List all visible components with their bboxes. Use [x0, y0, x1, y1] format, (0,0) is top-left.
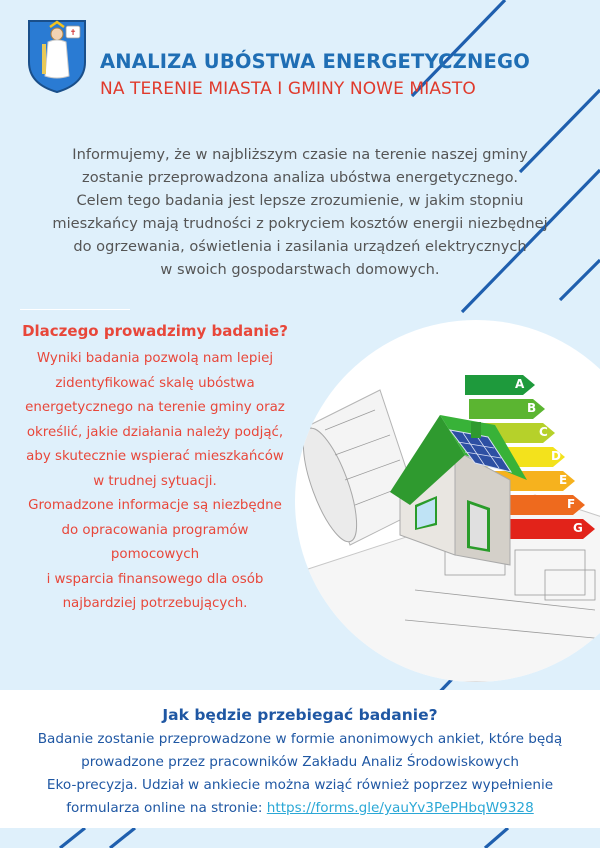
how-line: prowadzone przez pracowników Zakładu Analiz Środowiskowych [81, 754, 519, 770]
why-line: energetycznego na terenie gminy oraz [25, 400, 285, 415]
why-line: Wyniki badania pozwolą nam lepiej [36, 351, 274, 366]
how-line [8, 797, 592, 820]
rating-bar [465, 375, 535, 395]
rating-letter-g: G [573, 521, 583, 535]
rating-letter-a: A [515, 377, 525, 391]
why-line: zidentyfikować skalę ubóstwa [55, 375, 255, 391]
why-line: określić, jakie działania należy podjąć, [26, 424, 284, 440]
why-line: i wsparcia finansowego dla osób [46, 571, 264, 587]
how-line: Eko-precyzja. Udział w ankiecie można wziąć również poprzez wypełnienie [46, 777, 554, 793]
why-heading: Dlaczego prowadzimy badanie? [22, 322, 288, 340]
intro-line: w swoich gospodarstwach domowych. [160, 261, 440, 278]
intro-line: Informujemy, że w najbliższym czasie na terenie naszej gminy [72, 146, 528, 163]
svg-text:✝: ✝ [69, 28, 77, 37]
why-paragraph [8, 347, 302, 617]
how-paragraph [8, 728, 592, 820]
intro-line: Celem tego badania jest lepsze zrozumienie, w jakim stopniu [76, 192, 524, 209]
how-line-prefix: formularza online na stronie: [66, 800, 267, 816]
divider [20, 309, 130, 310]
rating-letter-d: D [551, 449, 561, 463]
rating-letter-f: F [567, 497, 576, 511]
how-line: Badanie zostanie przeprowadzone w formie anonimowych ankiet, które będą [37, 731, 563, 747]
rating-letter-c: C [539, 425, 548, 439]
rating-letter-e: E [559, 473, 568, 487]
intro-line: do ogrzewania, oświetlenia i zasilania urządzeń elektrycznych [73, 238, 527, 255]
why-line: Gromadzone informacje są niezbędne [28, 498, 282, 513]
page-title: ANALIZA UBÓSTWA ENERGETYCZNEGO [100, 50, 531, 73]
survey-link[interactable]: https://forms.gle/yauYv3PePHbqW9328 [266, 800, 534, 816]
why-line: w trudnej sytuacji. [93, 473, 217, 489]
coat-of-arms-icon [26, 18, 88, 94]
intro-line: mieszkańcy mają trudności z pokryciem kosztów energii niezbędnej [52, 215, 548, 232]
why-line: aby skutecznie wspierać mieszkańców [26, 449, 284, 464]
page-subtitle: NA TERENIE MIASTA I GMINY NOWE MIASTO [100, 79, 476, 99]
why-line: najbardziej potrzebujących. [62, 596, 248, 611]
why-line: pomocowych [110, 547, 200, 562]
why-line: do opracowania programów [61, 522, 249, 538]
how-heading: Jak będzie przebiegać badanie? [162, 706, 438, 724]
intro-line: zostanie przeprowadzona analiza ubóstwa energetycznego. [82, 169, 518, 186]
rating-letter-b: B [527, 401, 537, 415]
intro-paragraph [20, 143, 580, 281]
